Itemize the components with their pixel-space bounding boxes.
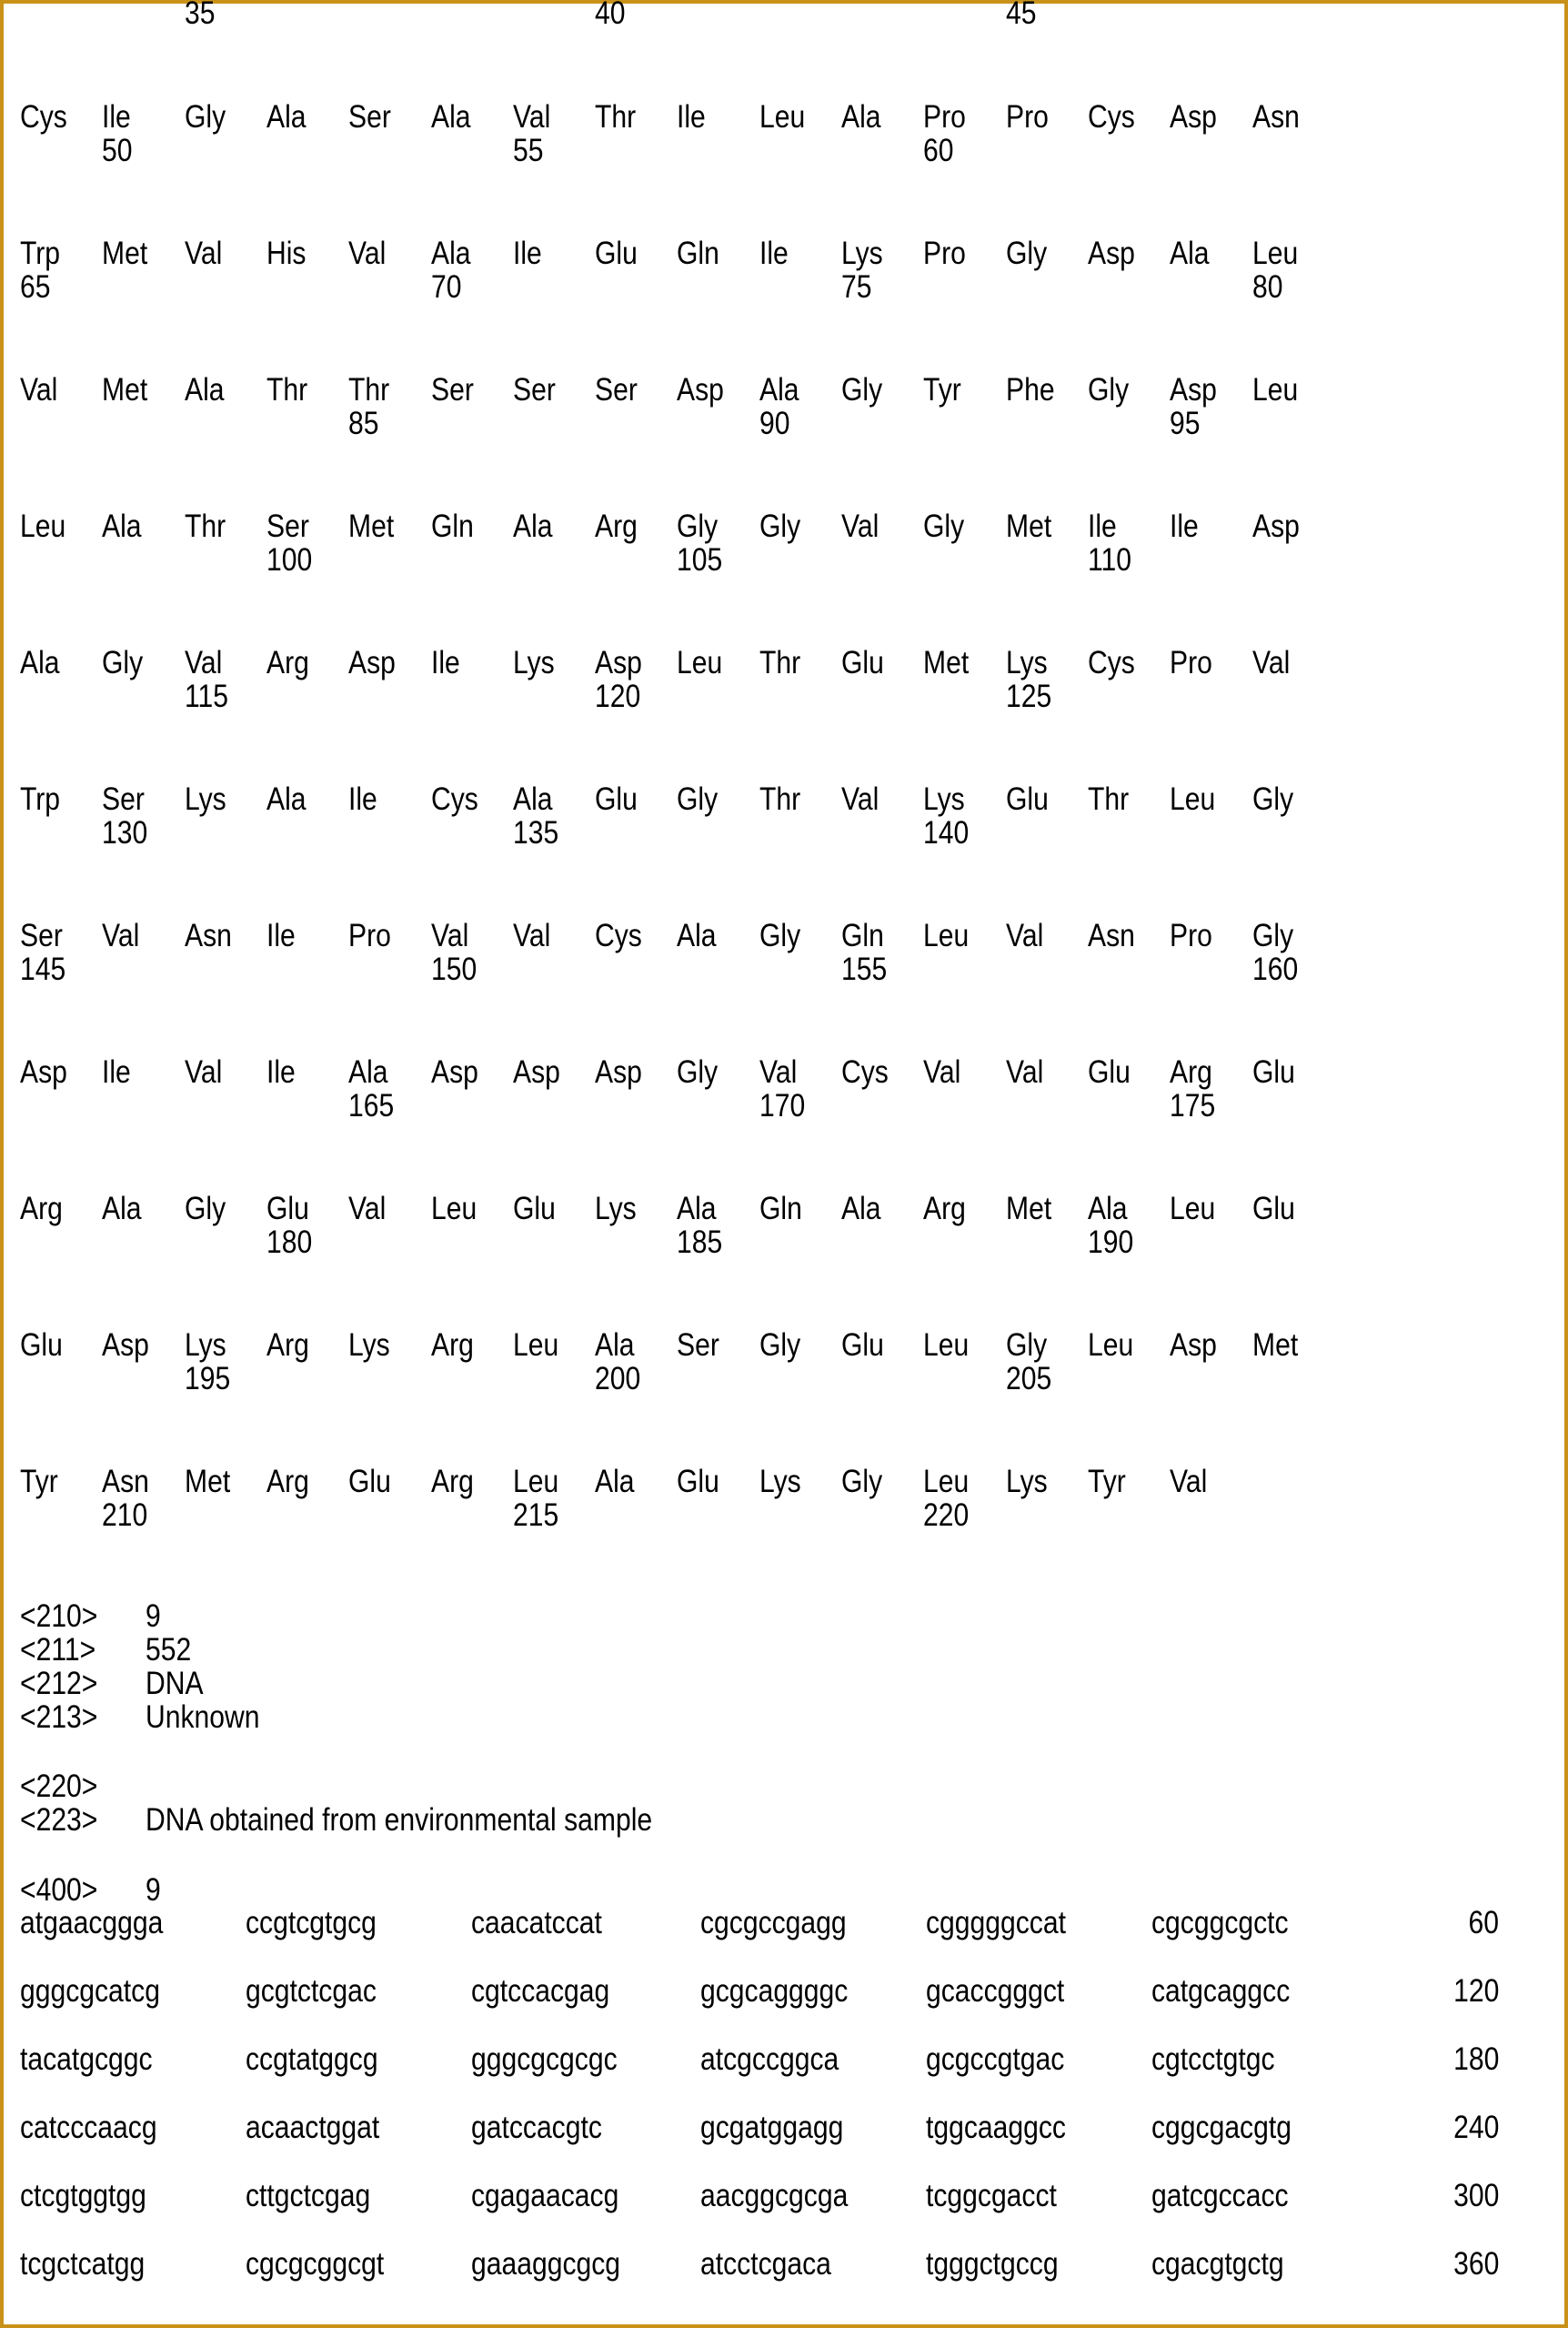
amino-acid-residue: Met [1251,1327,1298,1363]
amino-acid-residue: Glu [677,1464,720,1499]
amino-acid-residue: Leu [512,1464,559,1499]
nucleotide-block: tgggctgccg [926,2246,1059,2282]
residue-position-number: 120 [595,679,641,714]
amino-acid-residue: Gly [1251,918,1293,953]
amino-acid-residue: Val [184,236,222,271]
amino-acid-residue: Glu [1087,1054,1131,1090]
residue-position-number: 60 [923,133,954,168]
amino-acid-residue: Val [348,236,387,271]
amino-acid-residue: Ser [677,1327,720,1363]
field-value: DNA [146,1666,204,1701]
nucleotide-block: gatccacgtc [471,2110,602,2145]
residue-position-number: 140 [923,815,970,851]
field-tag: <223> [20,1802,98,1838]
amino-acid-residue: Ala [102,509,142,544]
amino-acid-residue: Gly [677,1054,719,1090]
nucleotide-block: gcgatggagg [700,2110,844,2145]
amino-acid-residue: Leu [1087,1327,1134,1363]
nucleotide-block: cgtcctgtgc [1151,2041,1275,2077]
amino-acid-residue: Ala [841,99,881,135]
amino-acid-residue: Cys [1087,99,1135,135]
amino-acid-residue: Tyr [20,1464,58,1499]
residue-position-number: 160 [1251,952,1298,987]
nucleotide-block: gcgcaggggc [700,1973,849,2009]
nucleotide-block: tcggcgacct [926,2178,1057,2213]
amino-acid-residue: Ala [595,1464,635,1499]
amino-acid-residue: Arg [266,1327,309,1363]
amino-acid-residue: Arg [595,509,638,544]
amino-acid-residue: Leu [20,509,66,544]
amino-acid-residue: Gly [1251,781,1293,817]
nucleotide-block: tggcaaggcc [926,2110,1066,2145]
amino-acid-residue: Glu [348,1464,392,1499]
amino-acid-residue: Ile [512,236,542,271]
amino-acid-residue: Glu [841,645,884,680]
amino-acid-residue: Arg [266,645,309,680]
residue-position-number: 165 [348,1088,395,1124]
amino-acid-residue: Cys [595,918,642,953]
amino-acid-residue: Val [430,918,468,953]
residue-position-number: 170 [759,1088,805,1124]
amino-acid-residue: Ala [1170,236,1210,271]
amino-acid-residue: Leu [923,918,970,953]
amino-acid-residue: Gly [759,918,800,953]
amino-acid-residue: Gly [759,509,800,544]
amino-acid-residue: Ala [1087,1191,1128,1226]
nucleotide-block: atcgccggca [700,2041,839,2077]
amino-acid-residue: Val [184,1054,222,1090]
amino-acid-residue: Ile [759,236,789,271]
amino-acid-residue: Ile [677,99,707,135]
nucleotide-block: cgagaacacg [471,2178,619,2213]
amino-acid-residue: Glu [266,1191,309,1226]
residue-position-number: 205 [1005,1361,1051,1396]
residue-position-number: 150 [430,952,477,987]
nucleotide-count: 180 [1452,2041,1499,2077]
nucleotide-block: acaactggat [246,2110,380,2145]
field-tag: <220> [20,1769,98,1804]
amino-acid-residue: Gln [759,1191,802,1226]
amino-acid-residue: Asp [595,645,642,680]
nucleotide-block: cttgctcgag [246,2178,371,2213]
amino-acid-residue: Val [1005,918,1043,953]
amino-acid-residue: Met [1005,1191,1051,1226]
amino-acid-residue: Glu [512,1191,556,1226]
field-value: 9 [146,1598,161,1634]
amino-acid-residue: Thr [595,99,637,135]
amino-acid-residue: Arg [1170,1054,1213,1090]
amino-acid-residue: Ser [20,918,63,953]
amino-acid-residue: Glu [1005,781,1049,817]
amino-acid-residue: Ala [512,781,553,817]
amino-acid-residue: Ile [348,781,377,817]
amino-acid-residue: Asp [677,372,725,408]
amino-acid-residue: Ala [266,781,307,817]
amino-acid-residue: Trp [20,781,61,817]
residue-position-number: 110 [1087,542,1131,578]
nucleotide-block: ccgtatggcg [246,2041,378,2077]
amino-acid-residue: Gly [1005,1327,1047,1363]
amino-acid-residue: Gly [841,1464,883,1499]
amino-acid-residue: Gly [184,1191,226,1226]
nucleotide-block: tcgctcatgg [20,2246,146,2282]
amino-acid-residue: Met [1005,509,1051,544]
amino-acid-residue: Pro [1170,918,1213,953]
amino-acid-residue: Val [20,372,58,408]
field-value: 552 [146,1632,192,1668]
amino-acid-residue: Ile [266,918,296,953]
amino-acid-residue: Met [184,1464,230,1499]
amino-acid-residue: Glu [1251,1191,1295,1226]
residue-position-number: 115 [184,679,228,714]
amino-acid-residue: Gly [923,509,965,544]
amino-acid-residue: Val [184,645,222,680]
amino-acid-residue: Val [348,1191,387,1226]
nucleotide-block: gaaaggcgcg [471,2246,621,2282]
amino-acid-residue: Lys [841,236,883,271]
amino-acid-residue: Cys [430,781,478,817]
amino-acid-residue: Gly [759,1327,800,1363]
amino-acid-residue: Gly [1087,372,1130,408]
amino-acid-residue: Ser [348,99,392,135]
amino-acid-residue: Cys [20,99,67,135]
amino-acid-residue: Met [923,645,970,680]
residue-position-number: 105 [677,542,723,578]
amino-acid-residue: Asp [348,645,397,680]
amino-acid-residue: Gly [677,781,719,817]
residue-position-number: 45 [1005,0,1037,31]
amino-acid-residue: Gly [677,509,719,544]
nucleotide-count: 60 [1468,1905,1499,1940]
nucleotide-block: ccgtcgtgcg [246,1905,377,1940]
nucleotide-block: cgtccacgag [471,1973,610,2009]
amino-acid-residue: Val [1170,1464,1208,1499]
nucleotide-block: atcctcgaca [700,2246,831,2282]
amino-acid-residue: Lys [512,645,555,680]
nucleotide-block: tacatgcggc [20,2041,153,2077]
amino-acid-residue: Leu [677,645,723,680]
residue-position-number: 40 [595,0,626,31]
nucleotide-block: catgcaggcc [1151,1973,1291,2009]
amino-acid-residue: Gln [430,509,474,544]
nucleotide-count: 300 [1452,2178,1499,2213]
amino-acid-residue: Ala [266,99,307,135]
residue-position-number: 210 [102,1497,148,1533]
residue-position-number: 85 [348,406,379,441]
amino-acid-residue: Asp [1170,372,1218,408]
amino-acid-residue: Leu [1170,1191,1216,1226]
nucleotide-count: 120 [1452,1973,1499,2009]
amino-acid-residue: Ser [512,372,556,408]
amino-acid-residue: Val [759,1054,797,1090]
amino-acid-residue: Gln [677,236,720,271]
amino-acid-residue: Thr [266,372,308,408]
amino-acid-residue: Thr [184,509,226,544]
amino-acid-residue: Met [102,372,148,408]
amino-acid-residue: Glu [1251,1054,1295,1090]
amino-acid-residue: Lys [923,781,966,817]
nucleotide-block: gggcgcatcg [20,1973,160,2009]
amino-acid-residue: Ile [102,99,132,135]
amino-acid-residue: Asp [595,1054,642,1090]
nucleotide-block: gcaccgggct [926,1973,1065,2009]
amino-acid-residue: Ile [102,1054,132,1090]
amino-acid-residue: Asp [1251,509,1300,544]
amino-acid-residue: Ala [595,1327,635,1363]
amino-acid-residue: Ala [430,236,471,271]
residue-position-number: 155 [841,952,888,987]
amino-acid-residue: Leu [1251,372,1298,408]
field-tag: <400> [20,1872,98,1908]
amino-acid-residue: Asn [1251,99,1300,135]
amino-acid-residue: Pro [348,918,392,953]
amino-acid-residue: Tyr [1087,1464,1126,1499]
nucleotide-block: gcgtctcgac [246,1973,377,2009]
residue-position-number: 215 [512,1497,559,1533]
amino-acid-residue: Ile [1087,509,1117,544]
amino-acid-residue: Lys [348,1327,390,1363]
amino-acid-residue: Leu [923,1464,970,1499]
amino-acid-residue: Leu [1251,236,1298,271]
residue-position-number: 75 [841,269,872,305]
nucleotide-block: cggcgacgtg [1151,2110,1292,2145]
nucleotide-block: cgggggccat [926,1905,1066,1940]
amino-acid-residue: Ala [184,372,225,408]
nucleotide-block: gatcgccacc [1151,2178,1289,2213]
residue-position-number: 130 [102,815,148,851]
amino-acid-residue: Thr [348,372,390,408]
amino-acid-residue: Leu [1170,781,1216,817]
amino-acid-residue: Ala [677,1191,717,1226]
field-tag: <211> [20,1632,96,1668]
amino-acid-residue: Gly [184,99,226,135]
amino-acid-residue: Gly [841,372,883,408]
nucleotide-block: gggcgcgcgc [471,2041,618,2077]
nucleotide-block: cgcgcggcgt [246,2246,385,2282]
amino-acid-residue: Lys [1005,645,1048,680]
amino-acid-residue: Ile [1170,509,1199,544]
residue-position-number: 180 [266,1224,313,1260]
field-tag: <210> [20,1598,98,1634]
amino-acid-residue: Ala [430,99,471,135]
amino-acid-residue: Val [1251,645,1290,680]
nucleotide-block: cgcgccgagg [700,1905,847,1940]
residue-position-number: 55 [512,133,544,168]
residue-position-number: 185 [677,1224,723,1260]
amino-acid-residue: Val [102,918,140,953]
amino-acid-residue: Lys [184,781,226,817]
amino-acid-residue: Val [512,918,551,953]
nucleotide-count: 360 [1452,2246,1499,2282]
amino-acid-residue: Asp [1170,1327,1218,1363]
amino-acid-residue: Val [1005,1054,1043,1090]
amino-acid-residue: Pro [1170,645,1213,680]
nucleotide-block: atgaacggga [20,1905,164,1940]
amino-acid-residue: Cys [841,1054,889,1090]
amino-acid-residue: Ile [266,1054,296,1090]
residue-position-number: 190 [1087,1224,1134,1260]
amino-acid-residue: Glu [595,236,638,271]
amino-acid-residue: Ala [20,645,60,680]
nucleotide-count: 240 [1452,2110,1499,2145]
amino-acid-residue: Thr [1087,781,1130,817]
amino-acid-residue: Glu [595,781,638,817]
amino-acid-residue: Asp [102,1327,150,1363]
nucleotide-block: aacggcgcga [700,2178,849,2213]
amino-acid-residue: Ser [430,372,474,408]
amino-acid-residue: Gly [102,645,144,680]
amino-acid-residue: Thr [759,645,800,680]
residue-position-number: 95 [1170,406,1201,441]
amino-acid-residue: Ala [677,918,717,953]
field-tag: <213> [20,1699,98,1735]
amino-acid-residue: Ala [759,372,799,408]
amino-acid-residue: Phe [1005,372,1055,408]
amino-acid-residue: Asp [1087,236,1135,271]
amino-acid-residue: Val [512,99,551,135]
amino-acid-residue: Met [348,509,395,544]
amino-acid-residue: Arg [923,1191,967,1226]
residue-position-number: 80 [1251,269,1282,305]
amino-acid-residue: Glu [841,1327,884,1363]
amino-acid-residue: Glu [20,1327,63,1363]
amino-acid-residue: Lys [759,1464,801,1499]
amino-acid-residue: Tyr [923,372,962,408]
amino-acid-residue: Lys [184,1327,226,1363]
amino-acid-residue: Asp [512,1054,560,1090]
residue-position-number: 195 [184,1361,230,1396]
residue-position-number: 90 [759,406,790,441]
nucleotide-block: cgacgtgctg [1151,2246,1284,2282]
amino-acid-residue: Ser [102,781,146,817]
residue-position-number: 220 [923,1497,970,1533]
amino-acid-residue: Leu [430,1191,477,1226]
amino-acid-residue: Val [841,509,879,544]
amino-acid-residue: Asp [1170,99,1218,135]
amino-acid-residue: Arg [430,1327,474,1363]
nucleotide-block: caacatccat [471,1905,602,1940]
residue-position-number: 125 [1005,679,1051,714]
amino-acid-residue: Gly [1005,236,1047,271]
amino-acid-residue: Cys [1087,645,1135,680]
residue-position-number: 65 [20,269,51,305]
amino-acid-residue: Asn [184,918,232,953]
amino-acid-residue: Asp [430,1054,478,1090]
nucleotide-block: catcccaacg [20,2110,157,2145]
amino-acid-residue: Arg [430,1464,474,1499]
field-value: 9 [146,1872,161,1908]
nucleotide-block: cgcggcgctc [1151,1905,1289,1940]
residue-position-number: 200 [595,1361,641,1396]
amino-acid-residue: Val [841,781,879,817]
field-value: Unknown [146,1699,260,1735]
amino-acid-residue: Thr [759,781,800,817]
field-value: DNA obtained from environmental sample [146,1802,653,1838]
amino-acid-residue: Val [923,1054,961,1090]
amino-acid-residue: Lys [595,1191,637,1226]
amino-acid-residue: Ala [348,1054,388,1090]
amino-acid-residue: His [266,236,307,271]
residue-position-number: 175 [1170,1088,1216,1124]
amino-acid-residue: Pro [1005,99,1049,135]
residue-position-number: 35 [184,0,216,31]
amino-acid-residue: Arg [20,1191,63,1226]
amino-acid-residue: Pro [923,99,967,135]
amino-acid-residue: Arg [266,1464,309,1499]
amino-acid-residue: Met [102,236,148,271]
amino-acid-residue: Ile [430,645,460,680]
amino-acid-residue: Leu [512,1327,559,1363]
field-tag: <212> [20,1666,98,1701]
residue-position-number: 145 [20,952,66,987]
amino-acid-residue: Pro [923,236,967,271]
amino-acid-residue: Ser [266,509,309,544]
amino-acid-residue: Leu [759,99,805,135]
amino-acid-residue: Ala [841,1191,881,1226]
residue-position-number: 70 [430,269,461,305]
residue-position-number: 50 [102,133,133,168]
amino-acid-residue: Asn [1087,918,1135,953]
amino-acid-residue: Ser [595,372,638,408]
nucleotide-block: gcgccgtgac [926,2041,1065,2077]
amino-acid-residue: Asn [102,1464,150,1499]
amino-acid-residue: Ala [102,1191,142,1226]
amino-acid-residue: Leu [923,1327,970,1363]
nucleotide-block: ctcgtggtgg [20,2178,146,2213]
amino-acid-residue: Gln [841,918,884,953]
amino-acid-residue: Ala [512,509,553,544]
amino-acid-residue: Lys [1005,1464,1048,1499]
residue-position-number: 100 [266,542,313,578]
amino-acid-residue: Asp [20,1054,67,1090]
residue-position-number: 135 [512,815,559,851]
amino-acid-residue: Trp [20,236,61,271]
